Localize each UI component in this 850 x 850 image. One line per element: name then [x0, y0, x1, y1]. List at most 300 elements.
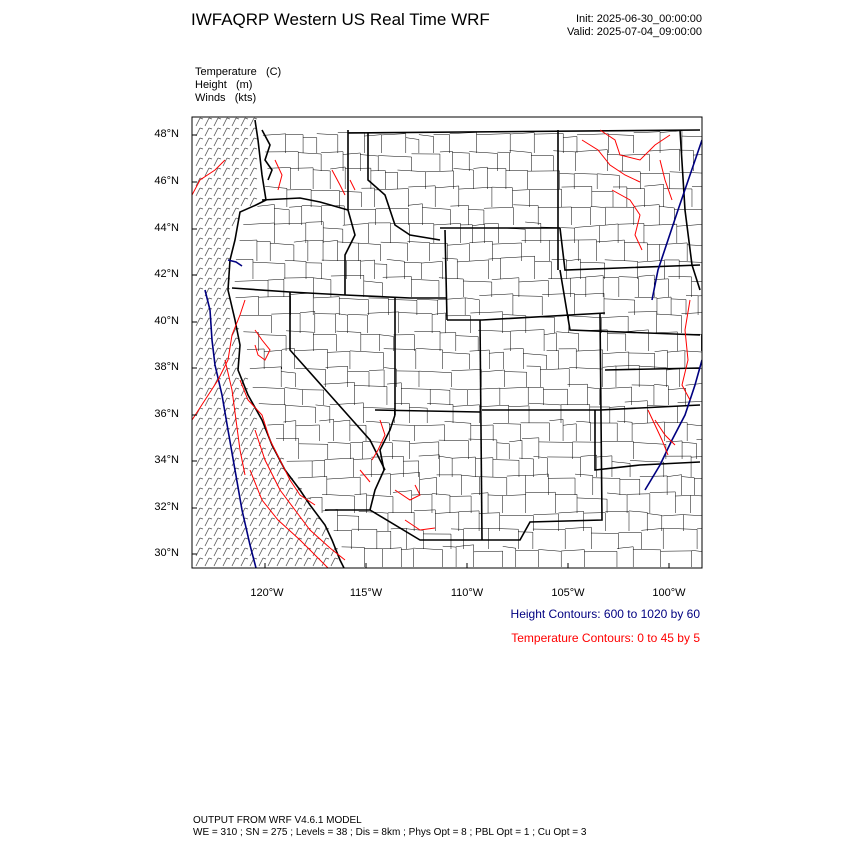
county-line [691, 495, 714, 513]
wind-barb [214, 518, 221, 526]
county-line [319, 419, 333, 441]
county-line [501, 256, 535, 279]
county-line [456, 545, 474, 567]
county-line [661, 551, 692, 567]
wind-barb [241, 538, 248, 546]
county-line [268, 279, 284, 297]
wind-barb [250, 188, 257, 196]
wind-barb [223, 388, 230, 396]
county-line [345, 168, 371, 189]
county-line [644, 184, 663, 207]
county-line [497, 152, 509, 171]
lon-label-110w: 110°W [450, 587, 484, 599]
model-config: WE = 310 ; SN = 275 ; Levels = 38 ; Dis = 8km ; Phys Opt = 8 ; PBL Opt = 1 ; Cu Opt = 3 [193, 827, 587, 838]
wind-barb [205, 538, 212, 546]
county-line [629, 511, 647, 531]
county-line [439, 456, 452, 477]
county-line [368, 223, 390, 243]
wind-barb [241, 158, 248, 166]
county-line [350, 442, 362, 459]
county-line [509, 406, 529, 423]
wind-barb [196, 328, 203, 336]
county-line [578, 240, 596, 261]
county-line [507, 475, 526, 495]
lat-label-48n: 48°N [154, 128, 179, 140]
temperature-legend: Temperature Contours: 0 to 45 by 5 [511, 631, 700, 645]
county-line [378, 156, 411, 171]
county-line [567, 384, 587, 405]
county-line [619, 277, 638, 297]
wind-barb [196, 188, 203, 196]
wind-barb [241, 118, 248, 126]
wind-barb [196, 438, 203, 446]
county-line [493, 423, 520, 441]
county-line [354, 459, 372, 477]
wind-barb [196, 368, 203, 376]
wind-barb [214, 298, 221, 306]
county-line [264, 350, 282, 369]
height-contours [205, 140, 702, 568]
county-line [693, 154, 723, 171]
wind-barb [232, 538, 239, 546]
county-line [423, 534, 451, 549]
wind-barb [223, 168, 230, 176]
county-line [522, 438, 539, 459]
wind-barb [205, 338, 212, 346]
wind-barb [214, 468, 221, 476]
wind-barb [196, 488, 203, 496]
county-line [599, 224, 618, 243]
county-line [692, 186, 724, 207]
county-line [528, 387, 543, 405]
county-line [236, 259, 253, 279]
wind-barb [268, 458, 275, 466]
wind-barb [223, 538, 230, 546]
county-line [538, 549, 561, 567]
county-line [417, 299, 438, 315]
wind-barb [259, 498, 266, 506]
wind-barb [313, 518, 320, 526]
county-line [257, 204, 274, 225]
wind-barb [196, 218, 203, 226]
county-line [476, 458, 493, 477]
county-line [342, 547, 365, 567]
wind-barb [268, 498, 275, 506]
county-line [591, 206, 606, 225]
county-line [601, 316, 628, 333]
county-line [311, 191, 340, 207]
county-line [605, 260, 638, 279]
county-line [498, 228, 525, 243]
wind-barb [196, 348, 203, 356]
height-legend: Height Contours: 600 to 1020 by 60 [510, 607, 700, 621]
wind-barb [196, 228, 203, 236]
county-line [575, 474, 593, 495]
county-line [270, 243, 294, 261]
wind-barb [223, 238, 230, 246]
county-line [308, 240, 323, 261]
county-line [530, 189, 562, 207]
county-line [401, 549, 413, 567]
wind-barb [232, 178, 239, 186]
county-line [300, 311, 315, 333]
county-line [432, 313, 446, 333]
wind-barb [214, 308, 221, 316]
wind-barb [205, 148, 212, 156]
county-line [383, 277, 412, 297]
wind-barb [214, 148, 221, 156]
county-line [692, 550, 707, 567]
variable-winds: Winds (kts) [195, 92, 257, 104]
county-line [393, 491, 412, 513]
wind-barb [241, 138, 248, 146]
county-line [406, 529, 423, 549]
wind-barb [241, 408, 248, 416]
lon-label-120w: 120°W [250, 587, 284, 599]
county-line [478, 330, 510, 351]
county-line [649, 332, 678, 351]
county-line [484, 207, 513, 225]
wind-barb [205, 558, 212, 566]
county-line [624, 243, 647, 261]
wind-barb [214, 268, 221, 276]
county-line [612, 462, 630, 477]
wind-barb [223, 128, 230, 136]
wind-barb [250, 518, 257, 526]
wind-barb [241, 418, 248, 426]
county-line [628, 312, 657, 333]
wind-barb [196, 148, 203, 156]
county-line [697, 528, 721, 549]
county-line [526, 474, 549, 495]
wind-barb [223, 558, 230, 566]
wind-barb [223, 138, 230, 146]
county-line [338, 132, 364, 153]
county-line [456, 336, 478, 351]
wind-barb [241, 188, 248, 196]
wind-barb [214, 508, 221, 516]
county-line [538, 207, 571, 225]
wind-barb [214, 208, 221, 216]
county-line [350, 351, 384, 369]
county-line [401, 389, 430, 405]
county-line [364, 135, 381, 153]
county-line [617, 421, 632, 441]
wind-barb [205, 258, 212, 266]
wind-barb [214, 258, 221, 266]
wind-barb [214, 218, 221, 226]
county-line [313, 170, 330, 189]
wind-barb [214, 528, 221, 536]
county-line [325, 458, 354, 477]
lat-label-40n: 40°N [154, 315, 179, 327]
wind-barb [196, 478, 203, 486]
county-line [488, 528, 518, 549]
wind-barb [196, 198, 203, 206]
county-line [470, 350, 490, 369]
county-line [533, 456, 547, 477]
county-line [286, 405, 316, 423]
county-line [289, 206, 302, 225]
wind-barb [232, 198, 239, 206]
county-line [452, 370, 482, 387]
wind-barb [205, 118, 212, 126]
county-line [348, 371, 369, 387]
wind-barb [259, 528, 266, 536]
county-line [682, 442, 696, 459]
county-line [664, 189, 692, 207]
county-line [510, 133, 534, 153]
county-line [511, 330, 544, 351]
county-line [484, 224, 498, 243]
wind-barbs [196, 118, 338, 566]
wind-barb [313, 538, 320, 546]
county-line [510, 151, 532, 171]
wind-barb [205, 428, 212, 436]
county-line [533, 529, 565, 549]
temperature-contours [192, 130, 690, 568]
county-line [440, 333, 456, 351]
county-line [559, 349, 576, 369]
county-line [240, 240, 257, 261]
county-line [276, 438, 299, 459]
county-line [419, 371, 452, 387]
wind-barb [196, 428, 203, 436]
county-line [367, 312, 398, 333]
wind-barb [223, 468, 230, 476]
wind-barb [232, 148, 239, 156]
wind-barb [205, 158, 212, 166]
county-line [389, 425, 414, 441]
county-line [603, 278, 619, 297]
county-line [509, 440, 522, 459]
wind-barb [214, 198, 221, 206]
wind-barb [205, 478, 212, 486]
wind-barb [196, 278, 203, 286]
county-line [352, 529, 377, 549]
wind-barb [205, 278, 212, 286]
county-line [684, 515, 711, 531]
county-line [617, 547, 633, 567]
wind-barb [286, 488, 293, 496]
county-line [487, 168, 506, 189]
county-line [687, 424, 703, 441]
map-title: IWFAQRP Western US Real Time WRF [191, 10, 490, 29]
wind-barb [223, 198, 230, 206]
county-line [565, 527, 591, 549]
lat-label-44n: 44°N [154, 222, 179, 234]
county-line [635, 297, 657, 315]
county-line [414, 331, 440, 351]
county-line [450, 205, 468, 225]
wind-barb [232, 438, 239, 446]
county-line [638, 275, 654, 297]
wind-barb [277, 468, 284, 476]
wind-barb [214, 458, 221, 466]
county-line [604, 299, 635, 315]
county-line [588, 387, 600, 405]
lat-label-32n: 32°N [154, 501, 179, 513]
wind-barb [223, 158, 230, 166]
wind-barb [214, 128, 221, 136]
wind-barb [277, 558, 284, 566]
county-line [561, 550, 584, 567]
wind-barb [250, 148, 257, 156]
county-line [406, 138, 419, 153]
wind-barb [196, 318, 203, 326]
county-line [274, 208, 289, 225]
county-line [409, 204, 423, 225]
county-line [521, 423, 550, 441]
wind-barb [232, 168, 239, 176]
county-line [605, 207, 633, 225]
county-line [422, 261, 443, 279]
county-line [535, 261, 552, 279]
wind-barb [196, 418, 203, 426]
wind-barb [196, 358, 203, 366]
county-line [459, 511, 479, 531]
county-line [526, 492, 556, 513]
wind-barb [241, 428, 248, 436]
wind-barb [205, 238, 212, 246]
county-line [419, 455, 440, 477]
model-version: OUTPUT FROM WRF V4.6.1 MODEL [193, 815, 362, 826]
wind-barb [268, 518, 275, 526]
wind-barb [223, 298, 230, 306]
wind-barb [232, 188, 239, 196]
wind-barb [286, 508, 293, 516]
wind-barb [205, 248, 212, 256]
wind-barb [214, 408, 221, 416]
county-line [442, 258, 457, 279]
wind-barb [214, 278, 221, 286]
county-line [620, 479, 640, 495]
county-line [282, 348, 295, 369]
county-line [420, 477, 437, 495]
wind-barb [223, 338, 230, 346]
wind-barb [250, 538, 257, 546]
county-line [294, 349, 327, 369]
county-line [503, 546, 516, 567]
county-line [504, 349, 524, 369]
wind-barb [205, 368, 212, 376]
wind-barb [250, 138, 257, 146]
county-line [250, 367, 281, 387]
wind-barb [232, 338, 239, 346]
wind-barb [196, 558, 203, 566]
county-line [452, 457, 475, 477]
county-line [633, 442, 666, 459]
county-line [409, 407, 427, 423]
wind-barb [259, 548, 266, 556]
county-line [667, 369, 680, 387]
county-line [435, 186, 459, 207]
wind-barb [268, 538, 275, 546]
county-line [671, 299, 686, 315]
county-line [664, 456, 691, 477]
county-line [407, 242, 429, 261]
county-line [555, 494, 577, 513]
wind-barb [241, 558, 248, 566]
county-line [687, 245, 720, 261]
county-line [427, 403, 453, 423]
county-line [336, 313, 348, 333]
county-line [692, 281, 722, 297]
county-line [306, 263, 322, 279]
county-line [650, 492, 676, 513]
county-line [361, 334, 379, 351]
wind-barb [304, 548, 311, 556]
wind-barb [268, 548, 275, 556]
county-line [608, 134, 633, 153]
wind-barb [196, 208, 203, 216]
wind-barb [196, 508, 203, 516]
county-line [619, 532, 642, 549]
wind-barb [259, 518, 266, 526]
county-line [369, 370, 384, 387]
wind-barb [223, 248, 230, 256]
county-line [359, 243, 381, 261]
county-line [343, 223, 369, 243]
lon-label-115w: 115°W [349, 587, 383, 599]
county-line [563, 424, 576, 441]
wind-barb [241, 198, 248, 206]
county-line [419, 135, 434, 153]
wind-barb [205, 408, 212, 416]
wind-barb [223, 508, 230, 516]
county-line [470, 312, 502, 333]
county-line [605, 512, 629, 531]
wind-barb [223, 218, 230, 226]
county-line [655, 350, 668, 369]
wind-barb [205, 228, 212, 236]
wind-barb [196, 378, 203, 386]
county-line [698, 296, 713, 315]
init-time: Init: 2025-06-30_00:00:00 [576, 13, 702, 25]
county-line [253, 262, 285, 279]
wind-barb [196, 118, 203, 126]
wind-barb [250, 488, 257, 496]
county-line [632, 422, 665, 441]
county-line [474, 551, 503, 567]
wind-barb [205, 508, 212, 516]
county-line [694, 477, 725, 495]
wind-barb [286, 528, 293, 536]
county-line [591, 533, 618, 549]
wind-barb [214, 348, 221, 356]
wind-barb [196, 518, 203, 526]
wind-barb [250, 508, 257, 516]
puget-sound [262, 130, 272, 180]
county-line [641, 528, 663, 549]
county-line [516, 550, 539, 567]
county-line [657, 314, 682, 333]
wind-barb [250, 178, 257, 186]
county-line [633, 549, 660, 567]
county-line [667, 351, 685, 369]
county-line [675, 495, 690, 513]
wind-barb [232, 208, 239, 216]
wind-barb [223, 228, 230, 236]
county-line [576, 150, 608, 171]
county-line [649, 149, 679, 171]
wind-barb [205, 418, 212, 426]
county-line [361, 188, 374, 207]
county-line [505, 372, 527, 387]
wind-barb [232, 378, 239, 386]
county-line [439, 440, 469, 459]
county-line [457, 260, 488, 279]
